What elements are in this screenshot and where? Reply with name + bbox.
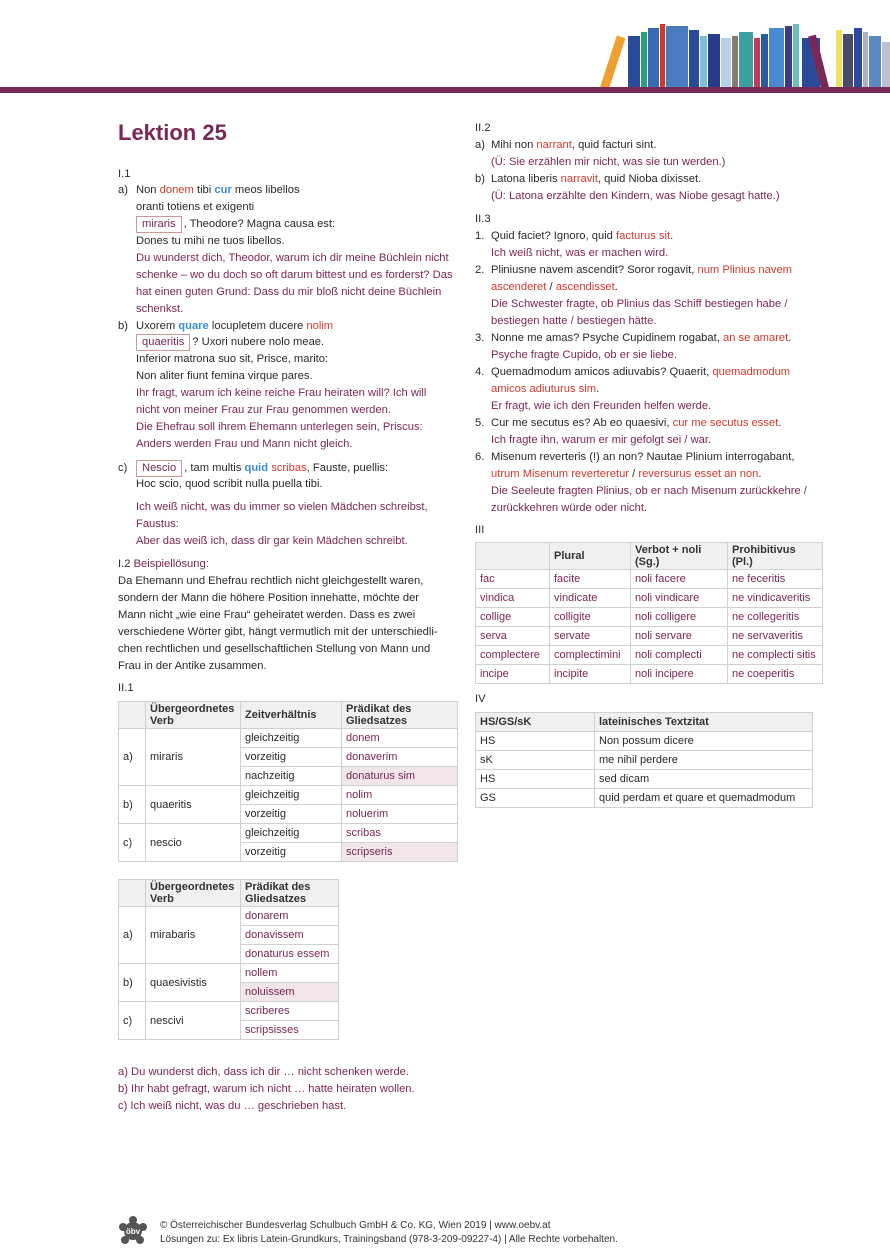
table-cell: colligite bbox=[550, 608, 631, 627]
table-cell: scripsisses bbox=[241, 1021, 339, 1040]
table-header: Übergeordnetes Verb bbox=[146, 702, 241, 729]
ii3-mark: 3. bbox=[475, 332, 485, 344]
ii3-item6: Misenum reverteris (!) an non? Nautae Plinium interrogabant, bbox=[491, 451, 795, 463]
row-mark: c) bbox=[119, 824, 146, 862]
ii2-a-mark: a) bbox=[475, 139, 485, 151]
page-title: Lektion 25 bbox=[118, 120, 227, 145]
bookshelf-illustration bbox=[598, 22, 890, 88]
i2-line: sondern der Mann die höhere Position innehatte, möchte der bbox=[118, 592, 420, 604]
table-cell: ne feceritis bbox=[728, 570, 823, 589]
i1-b-trans3: Die Ehefrau soll ihrem Ehemann unterlegen sein, Priscus: bbox=[136, 421, 423, 433]
answer-box: quaeritis bbox=[136, 334, 190, 351]
i1-b-line3: Inferior matrona suo sit, Prisce, marito: bbox=[136, 353, 329, 365]
ii2-b-line: Latona liberis narravit, quid Nioba dixisset. bbox=[491, 173, 702, 185]
i1-a-trans3: hat einen guten Grund: Dass du mir bloß nicht deine Büchlein bbox=[136, 286, 442, 298]
i1-a-trans4: schenkst. bbox=[136, 303, 184, 315]
ii2-b-mark: b) bbox=[475, 173, 485, 185]
header-rule bbox=[0, 87, 890, 93]
table-cell: incipe bbox=[476, 665, 550, 684]
i1-b-trans2: nicht von meiner Frau zur Frau genommen werden. bbox=[136, 404, 391, 416]
table-cell: facite bbox=[550, 570, 631, 589]
i1-c-line2: Hoc scio, quod scribit nulla puella tibi. bbox=[136, 478, 323, 490]
table-cell: incipite bbox=[550, 665, 631, 684]
table-cell: donaturus sim bbox=[342, 767, 458, 786]
ii3-item2-trans: bestiegen hatte / bestiegen hätte. bbox=[491, 315, 657, 327]
table-cell: collige bbox=[476, 608, 550, 627]
table-cell: scriberes bbox=[241, 1002, 339, 1021]
section-label-ii2: II.2 bbox=[475, 122, 491, 134]
table-cell: donaturus essem bbox=[241, 945, 339, 964]
table-cell: HS bbox=[476, 770, 595, 789]
i1-c-trans3: Aber das weiß ich, dass dir gar kein Mädchen schreibt. bbox=[136, 535, 408, 547]
table-cell: Non possum dicere bbox=[595, 732, 813, 751]
answer-box: Nescio bbox=[136, 460, 182, 477]
table-cell: gleichzeitig bbox=[241, 824, 342, 843]
ii3-mark: 2. bbox=[475, 264, 485, 276]
ii3-item4: Quemadmodum amicos adiuvabis? Quaerit, quemadmodum bbox=[491, 366, 791, 378]
table-cell: fac bbox=[476, 570, 550, 589]
publisher-logo bbox=[118, 1216, 148, 1246]
verb-cell: quaeritis bbox=[146, 786, 241, 824]
section-label-iv: IV bbox=[475, 693, 486, 705]
table-header: Übergeordnetes Verb bbox=[146, 880, 241, 907]
table-header: Verbot + noli (Sg.) bbox=[631, 543, 728, 570]
table-header: Zeitverhältnis bbox=[241, 702, 342, 729]
table-header: Prohibitivus (Pl.) bbox=[728, 543, 823, 570]
row-mark: b) bbox=[119, 786, 146, 824]
ii3-mark: 5. bbox=[475, 417, 485, 429]
footer-copyright: © Österreichischer Bundesverlag Schulbuch GmbH & Co. KG, Wien 2019 | www.oebv.at bbox=[160, 1220, 551, 1231]
table-header: Plural bbox=[550, 543, 631, 570]
table-cell: noli servare bbox=[631, 627, 728, 646]
ii3-item2-trans: Die Schwester fragte, ob Plinius das Schiff bestiegen habe / bbox=[491, 298, 788, 310]
table-cell: noli vindicare bbox=[631, 589, 728, 608]
table-cell: vorzeitig bbox=[241, 748, 342, 767]
answer-box: miraris bbox=[136, 216, 182, 233]
corner-cell bbox=[119, 702, 146, 729]
table-cell: noli facere bbox=[631, 570, 728, 589]
ii3-item5: Cur me secutus es? Ab eo quaesivi, cur me secutus esset. bbox=[491, 417, 782, 429]
ii1-note: a) Du wunderst dich, dass ich dir … nicht schenken werde. bbox=[118, 1066, 410, 1078]
i2-line: verschiedene Wörter gibt, hängt vermutlich mit der unterschiedli- bbox=[118, 626, 438, 638]
table-cell: complectere bbox=[476, 646, 550, 665]
i1-b-trans1: Ihr fragt, warum ich keine reiche Frau heiraten will? Ich will bbox=[136, 387, 427, 399]
table-cell: ne coeperitis bbox=[728, 665, 823, 684]
ii2-b-trans: (Ü: Latona erzählte den Kindern, was Niobe gesagt hatte.) bbox=[491, 190, 780, 202]
table-cell: ne servaveritis bbox=[728, 627, 823, 646]
row-mark: a) bbox=[119, 907, 146, 964]
ii3-item2-cont: ascenderet / ascendisset. bbox=[491, 281, 618, 293]
i1-c-trans1: Ich weiß nicht, was du immer so vielen Mädchen schreibst, bbox=[136, 501, 428, 513]
ii3-mark: 4. bbox=[475, 366, 485, 378]
section-label-i1: I.1 bbox=[118, 168, 131, 180]
ii3-mark: 1. bbox=[475, 230, 485, 242]
ii1-table-1 bbox=[118, 701, 458, 862]
verb-cell: quaesivistis bbox=[146, 964, 241, 1002]
ii3-item1-trans: Ich weiß nicht, was er machen wird. bbox=[491, 247, 669, 259]
verb-cell: miraris bbox=[146, 729, 241, 786]
section-label-ii3: II.3 bbox=[475, 213, 491, 225]
section-label-ii1: II.1 bbox=[118, 682, 134, 694]
row-mark: b) bbox=[119, 964, 146, 1002]
i2-line: Frau in der Antike zusammen. bbox=[118, 660, 267, 672]
i1-c-trans2: Faustus: bbox=[136, 518, 179, 530]
ii2-a-trans: (Ü: Sie erzählen mir nicht, was sie tun werden.) bbox=[491, 156, 726, 168]
table-cell: nachzeitig bbox=[241, 767, 342, 786]
iv-table bbox=[475, 712, 813, 808]
table-cell: noli colligere bbox=[631, 608, 728, 627]
ii3-item6-cont: utrum Misenum reverteretur / reversurus esset an non. bbox=[491, 468, 762, 480]
table-cell: scripseris bbox=[342, 843, 458, 862]
table-header: Prädikat des Gliedsatzes bbox=[342, 702, 458, 729]
i1-b-trans4: Anders werden Frau und Mann nicht gleich. bbox=[136, 438, 353, 450]
table-cell: vorzeitig bbox=[241, 843, 342, 862]
section-label-i2: I.2 Beispiellösung: bbox=[118, 558, 209, 570]
table-cell: me nihil perdere bbox=[595, 751, 813, 770]
table-cell: ne complecti sitis bbox=[728, 646, 823, 665]
table-header: lateinisches Textzitat bbox=[595, 713, 813, 732]
table-cell: nollem bbox=[241, 964, 339, 983]
i1-b-line2: quaeritis ? Uxori nubere nolo meae. bbox=[136, 334, 324, 351]
section-label-iii: III bbox=[475, 524, 485, 536]
i1-b-mark: b) bbox=[118, 320, 128, 332]
ii1-note: c) Ich weiß nicht, was du … geschrieben hast. bbox=[118, 1100, 347, 1112]
table-cell: noli incipere bbox=[631, 665, 728, 684]
i1-b-line4: Non aliter fiunt femina virque pares. bbox=[136, 370, 313, 382]
table-cell: donarem bbox=[241, 907, 339, 926]
verb-cell: nescivi bbox=[146, 1002, 241, 1040]
ii1-table-2 bbox=[118, 879, 339, 1040]
table-cell: quid perdam et quare et quemadmodum bbox=[595, 789, 813, 808]
table-cell: donaverim bbox=[342, 748, 458, 767]
row-mark: a) bbox=[119, 729, 146, 786]
i1-c-line1: Nescio , tam multis quid scribas, Fauste, puellis: bbox=[136, 460, 388, 477]
table-cell: ne vindicaveritis bbox=[728, 589, 823, 608]
publisher-logo-text: öbv bbox=[125, 1227, 141, 1236]
table-cell: gleichzeitig bbox=[241, 729, 342, 748]
ii3-item1: Quid faciet? Ignoro, quid facturus sit. bbox=[491, 230, 674, 242]
table-cell: scribas bbox=[342, 824, 458, 843]
i2-line: Mann nicht „wie eine Frau“ geheiratet werden. Dass es zwei bbox=[118, 609, 416, 621]
i1-a-trans1: Du wunderst dich, Theodor, warum ich dir meine Büchlein nicht bbox=[136, 252, 449, 264]
table-cell: sed dicam bbox=[595, 770, 813, 789]
ii3-item4-trans: Er fragt, wie ich den Freunden helfen werde. bbox=[491, 400, 712, 412]
i1-b-line1: Uxorem quare locupletem ducere nolim bbox=[136, 320, 334, 332]
i1-a-trans2: schenke – wo du doch so oft darum bittest und es forderst? Das bbox=[136, 269, 453, 281]
table-cell: donem bbox=[342, 729, 458, 748]
footer bbox=[160, 1219, 618, 1247]
table-cell: vindicate bbox=[550, 589, 631, 608]
table-cell: GS bbox=[476, 789, 595, 808]
ii2-a-line: Mihi non narrant, quid facturi sint. bbox=[491, 139, 657, 151]
row-mark: c) bbox=[119, 1002, 146, 1040]
ii3-item6-trans: zurückkehren würde oder nicht. bbox=[491, 502, 648, 514]
ii3-item2: Pliniusne navem ascendit? Soror rogavit, num Plinius navem bbox=[491, 264, 792, 276]
i1-a-mark: a) bbox=[118, 184, 128, 196]
i1-a-line4: Dones tu mihi ne tuos libellos. bbox=[136, 235, 285, 247]
table-header: HS/GS/sK bbox=[476, 713, 595, 732]
ii3-item5-trans: Ich fragte ihn, warum er mir gefolgt sei / war. bbox=[491, 434, 712, 446]
i1-a-line3: miraris , Theodore? Magna causa est: bbox=[136, 216, 335, 233]
ii3-item3: Nonne me amas? Psyche Cupidinem rogabat, an se amaret. bbox=[491, 332, 792, 344]
table-cell: vorzeitig bbox=[241, 805, 342, 824]
ii1-note: b) Ihr habt gefragt, warum ich nicht … hatte heiraten wollen. bbox=[118, 1083, 415, 1095]
i1-a-line2: oranti totiens et exigenti bbox=[136, 201, 255, 213]
corner-cell bbox=[119, 880, 146, 907]
table-cell: sK bbox=[476, 751, 595, 770]
table-cell: ne collegeritis bbox=[728, 608, 823, 627]
table-cell: donavissem bbox=[241, 926, 339, 945]
table-cell: gleichzeitig bbox=[241, 786, 342, 805]
ii3-item3-trans: Psyche fragte Cupido, ob er sie liebe. bbox=[491, 349, 677, 361]
verb-cell: mirabaris bbox=[146, 907, 241, 964]
iii-table bbox=[475, 542, 823, 684]
i2-line: Da Ehemann und Ehefrau rechtlich nicht gleichgestellt waren, bbox=[118, 575, 424, 587]
table-cell: noluissem bbox=[241, 983, 339, 1002]
verb-cell: nescio bbox=[146, 824, 241, 862]
table-cell: noli complecti bbox=[631, 646, 728, 665]
i2-line: chen rechtlichen und gesellschaftlichen Stellung von Mann und bbox=[118, 643, 431, 655]
i1-c-mark: c) bbox=[118, 462, 128, 474]
ii3-mark: 6. bbox=[475, 451, 485, 463]
table-cell: vindica bbox=[476, 589, 550, 608]
table-header: Prädikat des Gliedsatzes bbox=[241, 880, 339, 907]
footer-source: Lösungen zu: Ex libris Latein-Grundkurs, Trainingsband (978-3-209-09227-4) | Alle Rechte vorbehalten. bbox=[160, 1234, 618, 1245]
ii3-item4-cont: amicos adiuturus sim. bbox=[491, 383, 600, 395]
table-header bbox=[476, 543, 550, 570]
i1-a-line1: Non donem tibi cur meos libellos bbox=[136, 184, 300, 196]
table-cell: serva bbox=[476, 627, 550, 646]
table-cell: complectimini bbox=[550, 646, 631, 665]
ii3-item6-trans: Die Seeleute fragten Plinius, ob er nach Misenum zurückkehre / bbox=[491, 485, 807, 497]
table-cell: nolim bbox=[342, 786, 458, 805]
table-cell: HS bbox=[476, 732, 595, 751]
table-cell: noluerim bbox=[342, 805, 458, 824]
table-cell: servate bbox=[550, 627, 631, 646]
